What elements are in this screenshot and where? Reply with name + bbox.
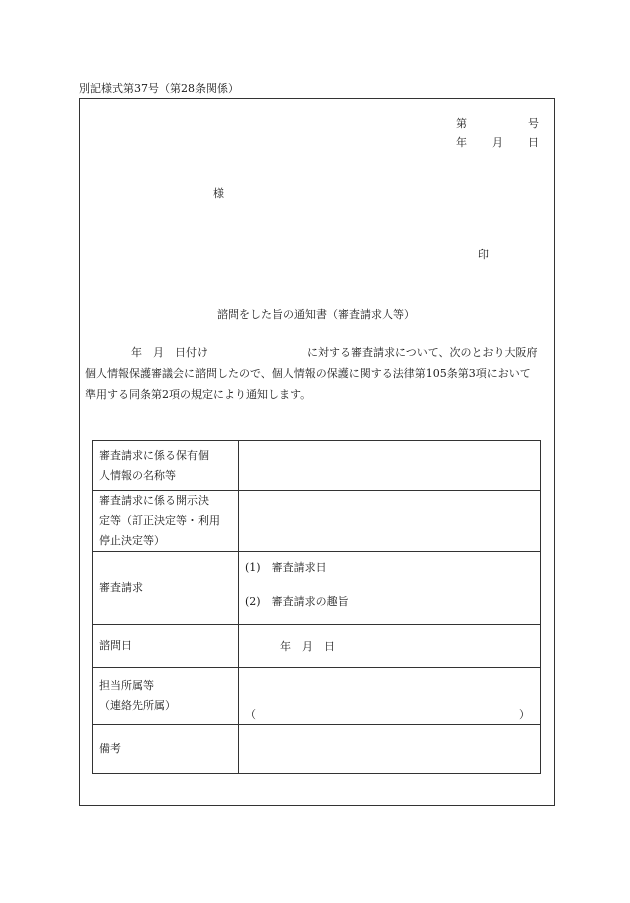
row-label-held-info [93,441,239,491]
table-row [93,625,541,668]
row-label-review-request: 審査請求 [93,552,239,625]
seal-mark: 印 [478,248,489,261]
label-line: 定等（訂正決定等・利用 [99,514,220,527]
number-suffix: 号 [528,117,539,130]
table-row [93,491,541,552]
date-year: 年 [456,136,467,149]
date-month: 月 [492,136,503,149]
label-line: 審査請求に係る開示決 [99,494,209,507]
inquiry-date-value-cell[interactable] [239,625,541,668]
body-line-2: 個人情報保護審議会に諮問したので、個人情報の保護に関する法律第105条第3項において [85,367,531,380]
table-row [93,668,541,725]
date-day: 日 [528,136,539,149]
body-line-3: 準用する同条第2項の規定により通知します。 [85,388,312,401]
addressee-suffix: 様 [213,187,224,200]
row-label-disclosure-decision [93,491,239,552]
label-line: 担当所属等 [99,679,154,692]
table-row [93,725,541,774]
row-label-department [93,668,239,725]
inquiry-date-value: 年 月 日 [280,640,335,653]
notice-body [85,342,547,405]
contact-paren-open: （ [245,708,256,721]
body-line-1: 年 月 日付け に対する審査請求について、次のとおり大阪府 [131,346,538,359]
label-line: 人情報の名称等 [99,468,176,482]
number-prefix: 第 [456,117,467,130]
review-request-value-cell[interactable] [239,552,541,625]
table-row [93,441,541,491]
document-title: 諮問をした旨の通知書（審査請求人等） [217,308,415,321]
department-value-cell[interactable] [239,668,541,725]
remarks-value-cell[interactable] [239,725,541,774]
form-number-label: 別記様式第37号（第28条関係） [79,82,239,95]
review-request-purpose-item: (2) 審査請求の趣旨 [245,595,349,608]
disclosure-decision-value-cell[interactable] [239,491,541,552]
contact-paren-close: ） [519,708,530,721]
label-line: 停止決定等） [99,534,165,547]
row-label-remarks: 備考 [93,725,239,774]
label-line: 審査請求に係る保有個 [99,448,209,462]
request-details-table [92,440,541,774]
held-info-value-cell[interactable] [239,441,541,491]
review-request-date-item: (1) 審査請求日 [245,561,327,574]
label-line: （連絡先所属） [99,699,176,712]
row-label-inquiry-date: 諮問日 [93,625,239,668]
table-row [93,552,541,625]
